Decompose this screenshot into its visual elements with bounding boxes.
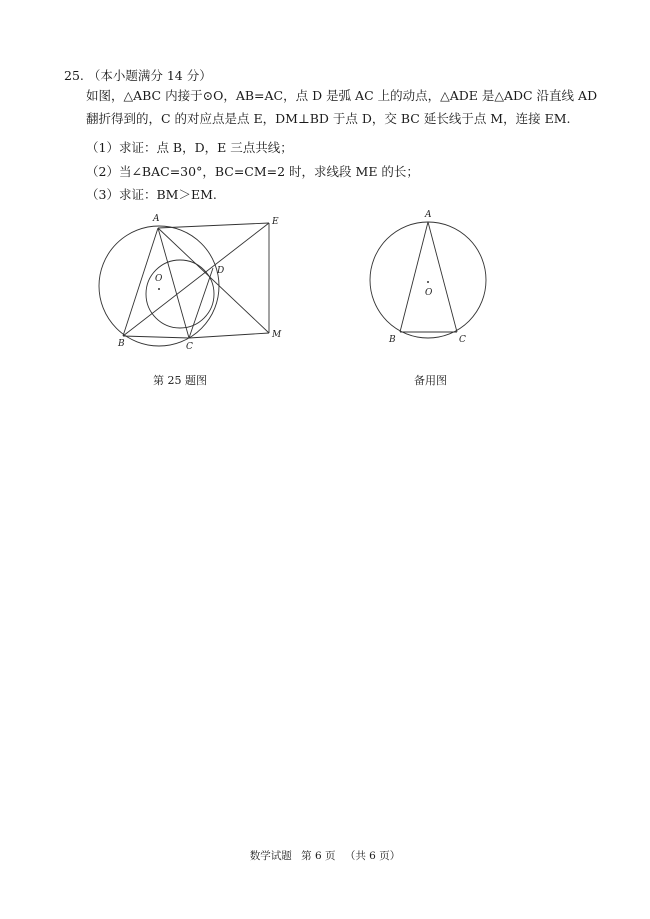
- figure-25-diagram: [92, 210, 302, 360]
- label-d: D: [217, 266, 225, 276]
- score-note: （本小题满分 14 分）: [87, 68, 212, 83]
- segment-cm: [189, 333, 269, 338]
- footer-page: 第 6 页: [301, 850, 336, 862]
- label-a: A: [153, 214, 160, 224]
- label-m: M: [272, 330, 282, 340]
- segment-ae: [158, 223, 269, 228]
- page-footer: [0, 848, 650, 863]
- label-b: B: [118, 339, 125, 349]
- segment-be: [123, 223, 269, 336]
- label-c-backup: C: [459, 335, 466, 345]
- center-dot-backup: [427, 281, 429, 283]
- label-o: O: [155, 274, 163, 284]
- segment-ab-backup: [400, 222, 428, 332]
- question-part-3: （3）求证：BM＞EM.: [86, 187, 217, 202]
- segment-bc: [123, 336, 189, 338]
- circle-o-backup: [370, 222, 486, 338]
- question-stem-line-1: 如图，△ABC 内接于⊙O，AB=AC，点 D 是弧 AC 上的动点，△ADE 是△ADC 沿直线 AD: [86, 88, 598, 103]
- segment-ac-backup: [428, 222, 457, 332]
- segment-ab: [123, 228, 158, 336]
- label-o-backup: O: [425, 288, 433, 298]
- segment-ac: [158, 228, 189, 338]
- footer-subject: 数学试题: [249, 850, 292, 862]
- segment-cd: [189, 268, 213, 338]
- label-e: E: [272, 217, 279, 227]
- question-stem-line-2: 翻折得到的，C 的对应点是点 E，DM⊥BD 于点 D，交 BC 延长线于点 M，连接 EM.: [86, 111, 571, 126]
- circle-o: [99, 226, 219, 346]
- footer-total: （共 6 页）: [344, 850, 401, 862]
- segment-ad-extended: [158, 228, 269, 333]
- backup-diagram: [362, 206, 494, 356]
- question-header: [64, 66, 212, 84]
- question-part-1: （1）求证：点 B，D，E 三点共线；: [86, 140, 293, 155]
- backup-figure-caption: 备用图: [414, 374, 447, 387]
- figure-25-caption: 第 25 题图: [153, 374, 207, 387]
- question-number: 25.: [64, 68, 84, 83]
- center-dot: [158, 288, 160, 290]
- label-c: C: [186, 342, 193, 352]
- label-a-backup: A: [425, 210, 432, 220]
- question-part-2: （2）当∠BAC=30°，BC=CM=2 时，求线段 ME 的长；: [86, 164, 419, 179]
- label-b-backup: B: [389, 335, 396, 345]
